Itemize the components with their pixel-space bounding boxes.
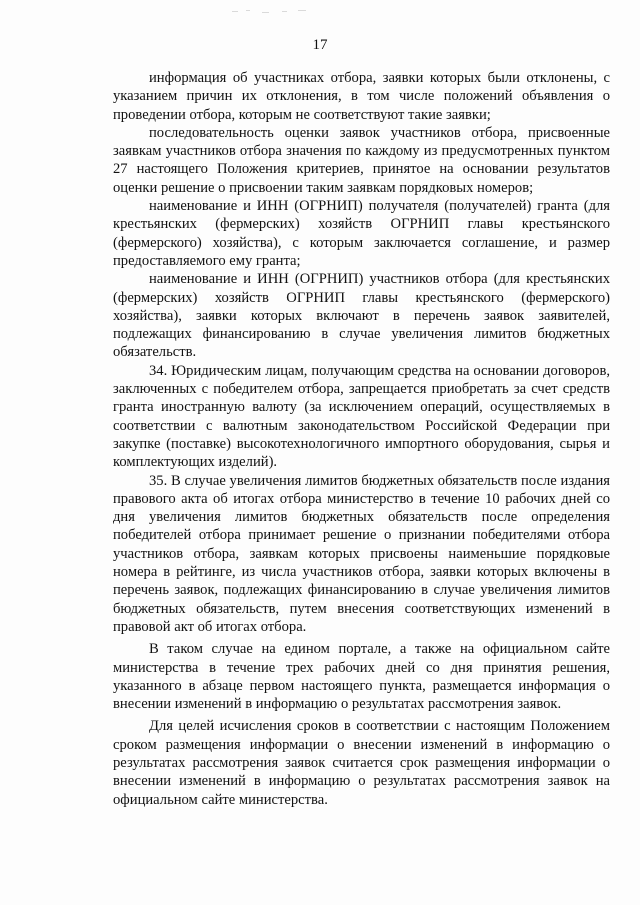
paragraph-financing-list: наименование и ИНН (ОГРНИП) участников отбора (для крестьянских (фермерских) хозяйств ОГРНИП главы крестьянского (фермерского) хозяйства), заявки которых включают в перечень заявок заявителей, подлежащих финансированию в случае увеличения лимитов бюджетных обязательств. [113,271,610,361]
paragraph-evaluation-sequence: последовательность оценки заявок участников отбора, присвоенные заявкам участников отбора значения по каждому из предусмотренных пунктом 27 настоящего Положения критериев, принятое на основании результатов оценки решение о присвоении таким заявкам порядковых номеров; [113,124,610,196]
paragraph-clause-34: 34. Юридическим лицам, получающим средства на основании договоров, заключенных с победителем отбора, запрещается приобретать за счет средств гранта иностранную валюту (за исключением операций, осуществляемых в соответствии с валютным законодательством Российской Федерации при закупке (поставке) высокотехнологичного импортного оборудования, сырья и комплектующих изделий). [113,362,610,471]
paragraph-clause-35: 35. В случае увеличения лимитов бюджетных обязательств после издания правового акта об итогах отбора министерство в течение 10 рабочих дней со дня увеличения лимитов бюджетных обязательств после определения победителей отбора принимает решение о признании победителями отбора участников отбора, заявкам которых присвоены наименьшие порядковые номера в рейтинге, из числа участников отбора, заявки которых включены в перечень заявок, подлежащих финансированию в случае увеличения лимитов бюджетных обязательств, путем внесения соответствующих изменений в правовой акт об итогах отбора. [113,472,610,635]
paragraph-deadline-calculation: Для целей исчисления сроков в соответствии с настоящим Положением сроком размещения информации о внесении изменений в информацию о результатах рассмотрения заявок считается срок размещения информации о внесении изменений в информацию о результатах рассмотрения заявок на официальном сайте министерства. [113,718,610,808]
paragraph-grant-recipient: наименование и ИНН (ОГРНИП) получателя (получателей) гранта (для крестьянских (фермерских) хозяйств ОГРНИП главы крестьянского (фермерского) хозяйства), с которым заключается соглашение, и размер предоставляемого ему гранта; [113,198,610,269]
scan-artifact [232,8,312,16]
page-number: 17 [312,37,328,53]
paragraph-rejected-participants: информация об участниках отбора, заявки которых были отклонены, с указанием причин их отклонения, в том числе положений объявления о проведении отбора, которым не соответствуют такие заявки; [113,70,610,123]
paragraph-portal-publication: В таком случае на едином портале, а также на официальном сайте министерства в течение трех рабочих дней со дня принятия решения, указанного в абзаце первом настоящего пункта, размещается информация о внесении изменений в информацию о результатах рассмотрения заявок. [113,641,610,713]
document-body [113,69,610,809]
